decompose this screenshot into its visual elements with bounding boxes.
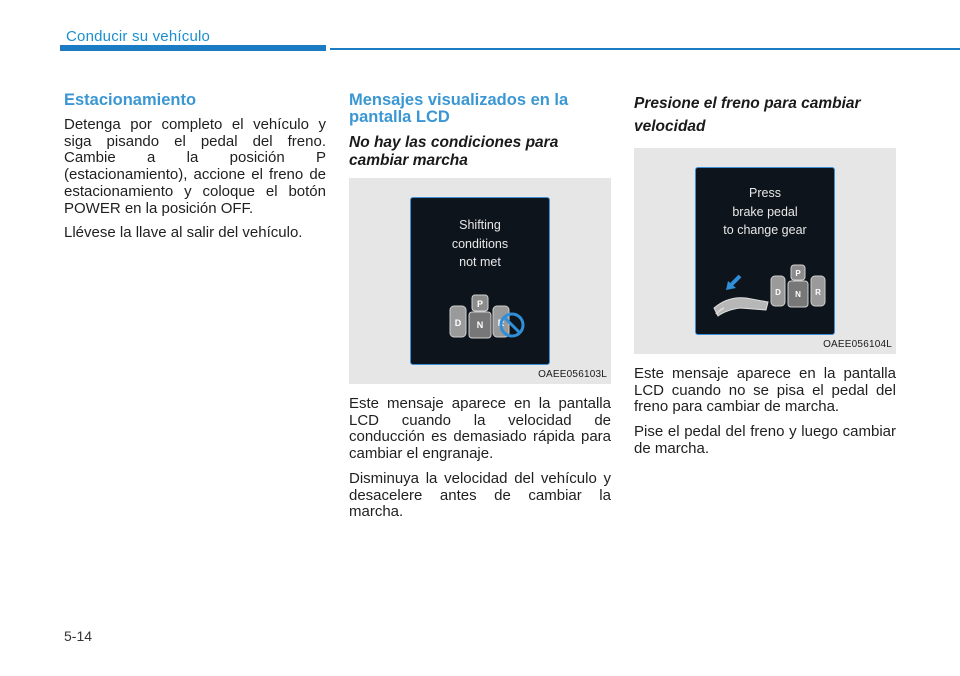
paragraph: Llévese la llave al salir del vehículo. xyxy=(64,224,303,242)
heading-parking: Estacionamiento xyxy=(64,91,197,109)
gear-label-r: R xyxy=(815,288,821,297)
paragraph: Detenga por completo el vehículo y siga pisando el pedal del freno. Cambie a la posición P (estacionamiento), accione el freno de estacionamiento y coloque el botón POWER en la posición OFF. xyxy=(64,116,326,217)
gear-label-n: N xyxy=(795,290,801,299)
header-rule-thin xyxy=(330,48,960,50)
gear-label-d: D xyxy=(454,318,462,328)
brake-pedal-icon xyxy=(710,272,772,322)
screen-line: Press xyxy=(749,186,781,200)
gear-label-n: N xyxy=(476,320,484,330)
figure-code: OAEE056104L xyxy=(823,339,892,350)
gear-label-p: P xyxy=(795,269,801,278)
gear-label-p: P xyxy=(476,299,484,309)
paragraph: Este mensaje aparece en la pantalla LCD cuando la velocidad de conducción es demasiado rápida para cambiar el engranaje. xyxy=(349,395,611,463)
screen-line: to change gear xyxy=(723,223,807,237)
screen-line: brake pedal xyxy=(732,204,798,219)
screen-line: Shifting xyxy=(459,218,501,232)
paragraph: Este mensaje aparece en la pantalla LCD cuando no se pisa el pedal del freno para cambiar de marcha. xyxy=(634,365,896,416)
heading-lcd-messages: Mensajes visualizados en la pantalla LCD xyxy=(349,91,569,126)
column-press-brake xyxy=(634,92,896,466)
column-parking xyxy=(64,92,326,250)
section-title: Conducir su vehículo xyxy=(66,28,211,45)
screen-line: conditions xyxy=(451,236,509,251)
screen-message xyxy=(411,216,549,272)
screen-line: not met xyxy=(459,255,501,269)
lcd-screen xyxy=(695,167,835,335)
lcd-screen xyxy=(410,197,550,365)
column-lcd-messages xyxy=(349,92,611,529)
subheading-press-brake: Presione el freno para cambiar velocidad xyxy=(634,95,861,135)
figure-shifting-conditions xyxy=(349,178,611,384)
subheading-shift-conditions: No hay las condiciones para cambiar marcha xyxy=(349,134,559,169)
paragraph: Disminuya la velocidad del vehículo y desacelere antes de cambiar la marcha. xyxy=(349,469,611,521)
page-number: 5-14 xyxy=(64,628,93,644)
screen-message xyxy=(696,184,834,240)
paragraph: Pise el pedal del freno y luego cambiar de marcha. xyxy=(634,423,896,457)
figure-code: OAEE056103L xyxy=(538,369,607,380)
prohibited-icon xyxy=(497,310,527,340)
header-rule-thick xyxy=(60,45,326,51)
gear-label-r: R xyxy=(497,318,505,328)
figure-press-brake xyxy=(634,148,896,354)
gear-selector-icon xyxy=(770,264,826,308)
gear-label-d: D xyxy=(775,288,781,297)
